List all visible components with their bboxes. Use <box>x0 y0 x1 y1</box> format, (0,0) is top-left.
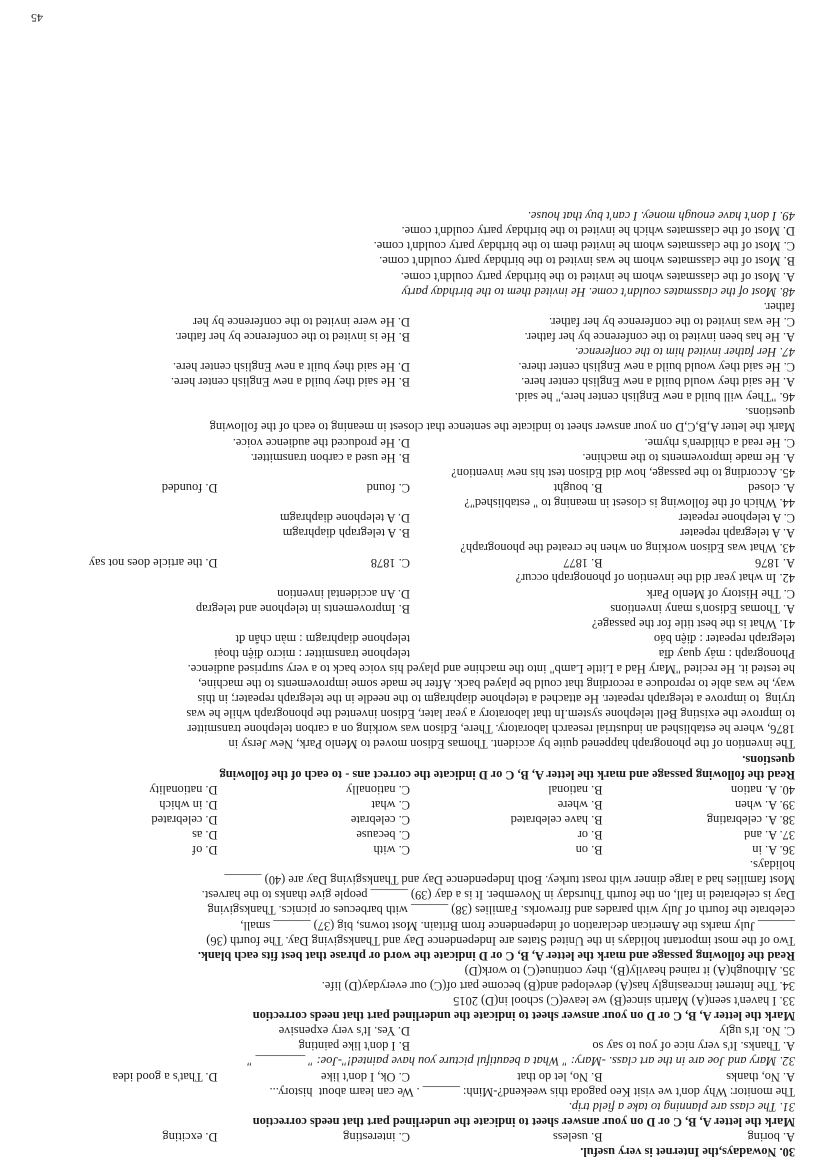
q40-option-d: D. nationality <box>149 782 218 797</box>
q47-option-a: A. He has been invited to the conference by her father. <box>524 329 795 344</box>
q42-options <box>25 555 795 570</box>
q39-option-b: B. where <box>557 797 603 812</box>
q41-options-row2 <box>25 585 795 600</box>
q48-option-a: A. Most of the classmates whom he invited to the birthday party couldn't come. <box>400 269 795 284</box>
q47-option-c: C. He was invited to the conference by her father. <box>549 314 795 329</box>
q37-option-b: B. or <box>577 828 603 843</box>
q44-option-d: D. founded <box>161 480 218 495</box>
q39-options <box>25 797 795 812</box>
q44-stem: 44. Which of the following is closest in meaning to " established"? <box>464 495 795 510</box>
q47-options-row2 <box>25 314 795 329</box>
passage2-line: trying to improve a telegraph repeater. He attached a telephone diaphragm to the needle in the telegraph repeater; in this <box>197 692 795 707</box>
passage2-line: The invention of the phonograph happened quite by accident. Thomas Edison moved to Menlo Park, New Jersy in <box>228 737 795 752</box>
glossary-row <box>25 646 795 661</box>
q37-option-a: 37. A. and <box>744 828 795 843</box>
q45-stem: 45. According to the passage, how did Edison test his new invention? <box>451 465 795 480</box>
q32-option-d: D. Yes. It's very expensive <box>278 1024 410 1039</box>
q42-option-a: A. 1876 <box>755 556 795 571</box>
q40-option-a: 40. A. nation <box>730 782 795 797</box>
passage1-line: Day is celebrated in fall, on the fourth Thursday in November. It is a day (39) ______ people give thanks to the harvest. <box>201 888 795 903</box>
q48-option-b: B. Most of the classmates whom he was invited to the birthday party couldn't come. <box>379 254 795 269</box>
q43-option-a: A. A telegraph repeater <box>680 526 795 541</box>
q44-option-b: B. bought <box>553 480 603 495</box>
q44-options <box>25 480 795 495</box>
q38-option-a: 38. A. celebrating <box>706 812 795 827</box>
q47-option-d: D. He were invited to the conference by her <box>192 314 410 329</box>
q42-option-d: D. the article does not say <box>88 556 218 571</box>
q30-options <box>25 1129 795 1144</box>
instruction-transformation: Mark the letter A,B,C,D on your answer sheet to indicate the sentence that closest in meaning to each of the following <box>209 420 795 435</box>
q32-options-row1 <box>25 1038 795 1053</box>
glossary-term: telephone transmitter : micro điện thoại <box>214 646 410 661</box>
q41-option-d: D. An accidental invention <box>277 586 410 601</box>
q43-option-d: D. A telephone diaphragm <box>279 511 410 526</box>
q43-options-row1 <box>25 525 795 540</box>
q40-option-c: C. nationally <box>345 782 410 797</box>
q31-stem: 31. The class are planning to take a field trip. <box>568 1099 795 1114</box>
q30-stem-text: 30. Nowadays,the Internet is very useful. <box>580 1145 795 1159</box>
q45-option-c: C. He read a children's rhyme. <box>644 435 795 450</box>
glossary-term: telegraph repeater : điện báo <box>653 631 795 646</box>
q46-option-c: C. He said they would build a new English center there. <box>518 360 795 375</box>
q45-options-row2 <box>25 435 795 450</box>
passage2-line: to improve the existing Bell telephone system.In that laboratory a year later, Edison invented the phonograph while he was <box>186 707 795 722</box>
q37-options <box>25 827 795 842</box>
q32-stem: 32. Mary and Joe are in the art class. -Mary: " What a beautiful picture you have painted!"-Joe: " ________ " <box>247 1054 795 1069</box>
q35-sentence: 35. Although(A) it rained heavily(B), they continue(C) to work(D) <box>464 963 795 978</box>
q47-option-d-tail: father. <box>763 299 795 314</box>
q44-option-c: C. found <box>366 480 410 495</box>
q39-option-c: C. what <box>371 797 410 812</box>
q43-stem: 43. What was Edison working on when he created the phonograph? <box>460 541 795 556</box>
page-number: 45 <box>31 11 43 25</box>
q36-options <box>25 842 795 857</box>
q37-option-d: D. as <box>192 828 218 843</box>
glossary-row <box>25 631 795 646</box>
instruction-transformation-cont: questions. <box>745 405 795 420</box>
q31-option-d: D. That's a good idea <box>112 1069 218 1084</box>
q30-option-c: C. interesting <box>343 1129 410 1144</box>
passage1-line: celebrate the fourth of July with parades and fireworks. Families (38) ______ with barbecues or picnics. Thanksgiving <box>207 903 795 918</box>
q30-option-b: B. useless <box>552 1129 603 1144</box>
q42-option-c: C. 1878 <box>370 556 410 571</box>
q39-option-d: D. in which <box>159 797 218 812</box>
q40-options <box>25 782 795 797</box>
q46-options-row2 <box>25 359 795 374</box>
q38-option-c: C. celebrate <box>350 812 410 827</box>
q41-option-c: C. The History of Menlo Park <box>646 586 795 601</box>
q43-options-row2 <box>25 510 795 525</box>
q39-option-a: 39. A. when <box>735 797 795 812</box>
q30-option-d: D. exciting <box>162 1129 218 1144</box>
q49-stem: 49. I don't have enough money. I can't buy that house. <box>527 209 795 224</box>
q48-stem: 48. Most of the classmates couldn't come. He invited them to the birthday party <box>401 284 795 299</box>
q46-options-row1 <box>25 374 795 389</box>
q38-option-b: B. have celebrated <box>510 812 603 827</box>
q43-option-c: C. A telephone repeater <box>678 511 795 526</box>
q45-option-a: A. He made improvements to the machine. <box>582 450 795 465</box>
q33-sentence: 33. I haven't seen(A) Martin since(B) we leave(C) school in(D) 2015 <box>453 994 795 1009</box>
q46-stem: 46. "They will build a new English center here," he said. <box>514 390 795 405</box>
passage2-line: 1876, where he established an industrial research laboratory. There, Edison was working on a carbon telephone transmitter <box>187 722 795 737</box>
q34-sentence: 34. The Internet increasingly has(A) developed and(B) become part of(C) our everyday(D) life. <box>321 978 795 993</box>
q32-option-c: C. No. It's ugly <box>719 1024 795 1039</box>
instruction-reading: Read the following passage and mark the letter A, B, C or D indicate the correct ans - to each of the following <box>219 767 795 782</box>
q30-stem <box>25 1144 795 1159</box>
passage1-line: holidays. <box>749 858 795 873</box>
passage1-line: Two of the most important holidays in the United States are Independence Day and Thanksgiving Day. The fourth (36) <box>206 933 795 948</box>
q46-option-b: B. He said they build a new English center here. <box>170 375 410 390</box>
q46-option-d: D. He said they built a new English center here. <box>172 360 410 375</box>
q31-options <box>25 1068 795 1083</box>
q38-option-d: D. celebrated <box>151 812 218 827</box>
q45-option-d: D. He produced the audience voice. <box>232 435 410 450</box>
instruction-correction-1: Mark the letter A, B, C or D on your answer sheet to indicate the underlined part that needs correction <box>252 1114 795 1129</box>
q38-options <box>25 812 795 827</box>
q31-dialog: The monitor: Why don't we visit Keo pagoda this weekend?-Minh: ______ . We can learn about history... <box>269 1084 795 1099</box>
q36-option-d: D. of <box>192 843 218 858</box>
passage1-line: Most families had a large dinner with roast turkey. Both Independence Day and Thanksgiving Day are (40) ______ <box>224 873 795 888</box>
passage1-line: ______ July marks the American declaration of independence from Britain. Most towns, big (37) ______ small, <box>240 918 795 933</box>
glossary-term: telephone diaphragm : màn chắn đt <box>235 631 410 646</box>
q42-option-b: B. 1877 <box>563 556 603 571</box>
q40-option-b: B. national <box>548 782 603 797</box>
instruction-reading-cont: questions. <box>742 752 795 767</box>
q45-option-b: B. He used a carbon transmitter. <box>250 450 410 465</box>
q32-option-b: B. I don't like painting <box>298 1039 410 1054</box>
q44-option-a: A. closed <box>748 480 795 495</box>
instruction-cloze: Read the following passage and mark the letter A, B, C or D indicate the word or phrase that best fits each blank. <box>197 948 795 963</box>
q41-options-row1 <box>25 601 795 616</box>
q47-stem: 47. Her father invited him to the conference. <box>574 345 795 360</box>
q47-options-row1 <box>25 329 795 344</box>
q32-options-row2 <box>25 1023 795 1038</box>
q41-option-b: B. Improvements in telephone and telegrap <box>195 601 410 616</box>
q43-option-b: B. A telegraph diaphragm <box>282 526 410 541</box>
q31-option-c: C. Ok, I don't like <box>321 1069 410 1084</box>
instruction-correction-2: Mark the letter A, B, C or D on your answer sheet to indicate the underlined part that needs correction <box>252 1009 795 1024</box>
q31-option-b: B. No, let do that <box>517 1069 603 1084</box>
q45-options-row1 <box>25 450 795 465</box>
q30-option-a: A. boring <box>747 1129 795 1144</box>
q41-option-a: A. Thomas Edison's many inventions <box>610 601 795 616</box>
page-content <box>25 208 795 1159</box>
q46-option-a: A. He said they would build a new English center here. <box>521 375 795 390</box>
q32-option-a: A. Thanks. It's very nice of you to say so <box>592 1039 795 1054</box>
q36-option-b: B. on <box>575 843 603 858</box>
q42-stem: 42. In what year did the invention of phonograph occur? <box>515 571 795 586</box>
q41-stem: 41. What is the best title for the passage? <box>591 616 795 631</box>
glossary-term: Phonograph : máy quay đĩa <box>658 646 795 661</box>
q31-option-a: A. No, thanks <box>726 1069 795 1084</box>
passage2-line: way, he was able to reproduce a recording that could be played back. After he made some improvements to the machine, <box>198 677 795 692</box>
q36-option-a: 36. A. in <box>752 843 795 858</box>
q48-option-c: C. Most of the classmates whom he invited them to the birthday party couldn't come. <box>373 239 795 254</box>
passage2-line: he tested it. He recited "Mary Had a Little Lamb" into the machine and played his voice back to a very surprised audience. <box>187 662 795 676</box>
q37-option-c: C. because <box>356 828 410 843</box>
q48-option-d: D. Most of the classmates which he invited to the birthday party couldn't come. <box>401 224 795 239</box>
q36-option-c: C. with <box>373 843 410 858</box>
q47-option-b: B. He is invited to the conference by her father. <box>175 329 410 344</box>
